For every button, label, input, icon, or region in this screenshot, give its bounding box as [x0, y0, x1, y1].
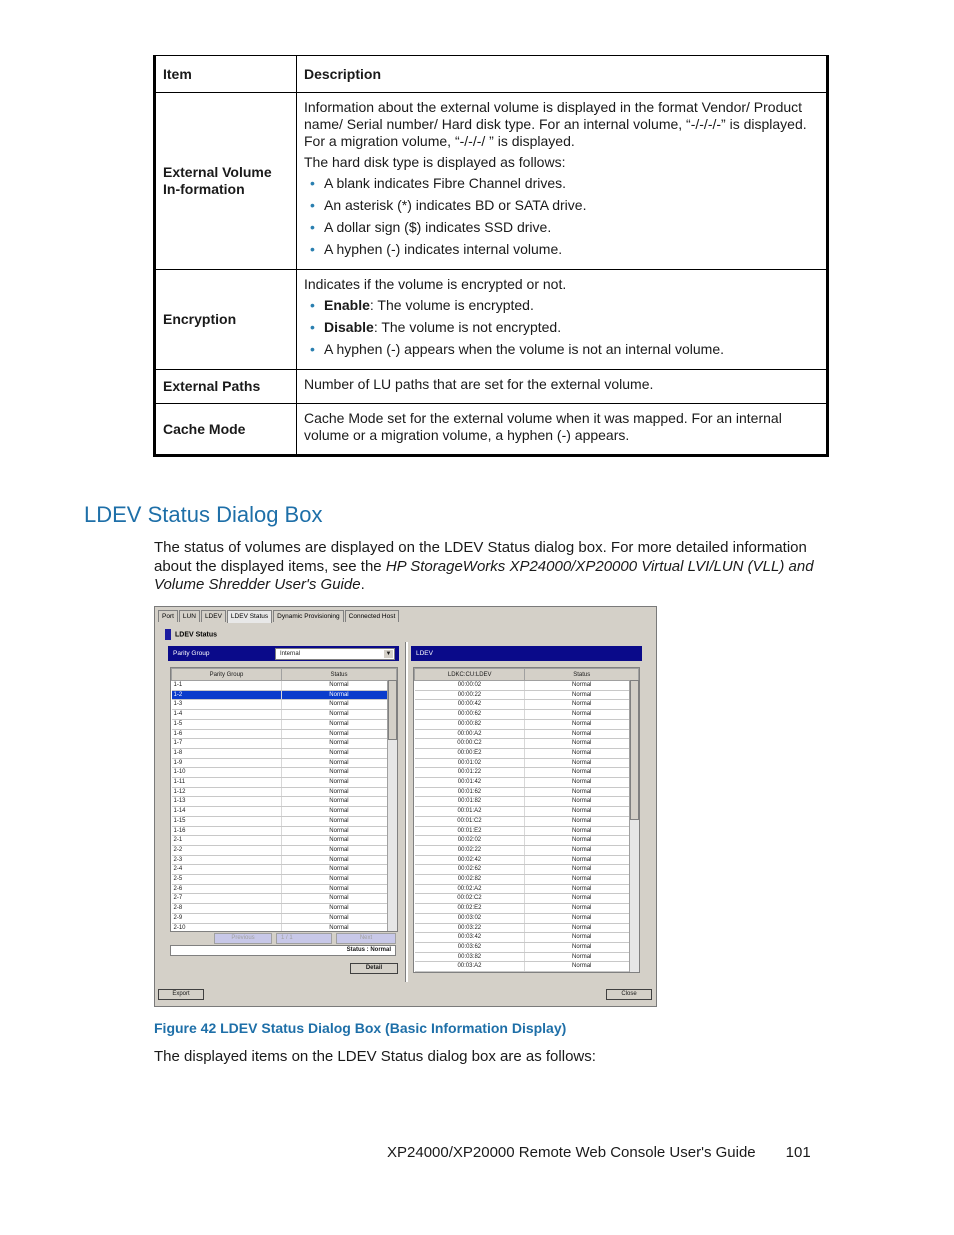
panel-marker	[165, 629, 171, 640]
ldev-scrollbar[interactable]	[629, 680, 639, 972]
bullet-list	[304, 175, 819, 258]
id-cell: 00:03:62	[415, 942, 525, 952]
table-body	[155, 93, 828, 456]
description-paragraph: Information about the external volume is displayed in the format Vendor/ Product name/ Serial number/ Hard disk type. For an internal volume, “-/-/-/-” is displayed. For a migration volume, “-/-/-/ ” is displayed.	[304, 99, 807, 149]
item-cell: Encryption	[155, 270, 297, 370]
footer-title: XP24000/XP20000 Remote Web Console User's Guide	[387, 1144, 756, 1161]
status-cell: Normal	[525, 894, 639, 904]
ldev-row[interactable]	[415, 719, 639, 729]
id-cell: 1-12	[172, 787, 282, 797]
parity-group-row[interactable]	[172, 845, 397, 855]
id-cell: 00:00:C2	[415, 739, 525, 749]
list-item	[324, 297, 819, 314]
status-cell: Normal	[281, 719, 396, 729]
status-cell: Normal	[281, 729, 396, 739]
status-cell: Normal	[525, 904, 639, 914]
list-item	[324, 197, 819, 214]
status-cell: Normal	[525, 729, 639, 739]
column-header-status[interactable]: Status	[281, 669, 396, 681]
page-select[interactable]: 1 / 1	[276, 933, 332, 944]
ldev-row[interactable]	[415, 962, 639, 972]
id-cell: 00:02:82	[415, 875, 525, 885]
id-cell: 00:00:82	[415, 719, 525, 729]
status-cell: Normal	[281, 797, 396, 807]
parity-group-row[interactable]	[172, 904, 397, 914]
id-cell: 1-2	[172, 690, 282, 700]
ldev-row[interactable]	[415, 952, 639, 962]
definition-table	[153, 55, 829, 457]
intro-text: The status of volumes are displayed on the LDEV Status dialog box. For more detailed information about the displayed items, see the	[154, 539, 807, 575]
bullet-text: : The volume is encrypted.	[369, 297, 534, 313]
parity-group-rows	[172, 681, 397, 933]
page-footer	[387, 1144, 811, 1161]
ldev-row[interactable]	[415, 855, 639, 865]
id-cell: 1-16	[172, 826, 282, 836]
id-cell: 00:01:22	[415, 768, 525, 778]
status-cell: Normal	[281, 748, 396, 758]
id-cell: 00:00:02	[415, 681, 525, 691]
pane-divider	[405, 642, 408, 982]
ldev-row[interactable]	[415, 942, 639, 952]
bullet-list	[304, 297, 819, 358]
status-cell: Normal	[525, 758, 639, 768]
parity-group-row[interactable]	[172, 913, 397, 923]
parity-group-bar: Parity Group	[168, 646, 399, 661]
ldev-row[interactable]	[415, 768, 639, 778]
status-cell: Normal	[525, 748, 639, 758]
list-item	[324, 341, 819, 358]
id-cell: 00:01:62	[415, 787, 525, 797]
status-cell: Normal	[281, 778, 396, 788]
intro-end: .	[360, 576, 365, 593]
id-cell: 00:02:02	[415, 836, 525, 846]
id-cell: 00:02:C2	[415, 894, 525, 904]
description-cell	[297, 404, 828, 456]
status-cell: Normal	[525, 768, 639, 778]
ldev-row[interactable]	[415, 913, 639, 923]
table-header-row	[155, 56, 828, 93]
description-paragraph: Indicates if the volume is encrypted or not.	[304, 276, 567, 292]
id-cell: 00:03:42	[415, 933, 525, 943]
parity-group-scrollbar[interactable]	[387, 680, 397, 931]
status-cell: Normal	[525, 884, 639, 894]
ldev-row[interactable]	[415, 933, 639, 943]
ldev-row[interactable]	[415, 787, 639, 797]
status-cell: Normal	[525, 807, 639, 817]
ldev-row[interactable]	[415, 816, 639, 826]
description-paragraph: The hard disk type is displayed as follows:	[304, 154, 566, 170]
parity-group-row[interactable]	[172, 865, 397, 875]
status-cell: Normal	[281, 681, 396, 691]
ldev-row[interactable]	[415, 739, 639, 749]
status-cell: Normal	[525, 845, 639, 855]
tab-bar	[158, 610, 400, 622]
parity-group-row[interactable]	[172, 855, 397, 865]
parity-group-row[interactable]	[172, 807, 397, 817]
id-cell: 00:02:62	[415, 865, 525, 875]
previous-button[interactable]: Previous	[214, 933, 272, 944]
status-cell: Normal	[525, 787, 639, 797]
status-cell: Normal	[525, 855, 639, 865]
tab-ldev[interactable]: LDEV	[201, 610, 226, 622]
chevron-down-icon[interactable]: ▼	[385, 651, 392, 657]
status-cell: Normal	[281, 787, 396, 797]
ldev-row[interactable]	[415, 690, 639, 700]
ldev-row[interactable]	[415, 710, 639, 720]
status-cell: Normal	[281, 875, 396, 885]
detail-button[interactable]: Detail	[350, 963, 398, 974]
column-header-ldkc-cu-ldev[interactable]: LDKC:CU:LDEV	[415, 669, 525, 681]
id-cell: 2-8	[172, 904, 282, 914]
status-cell: Normal	[525, 700, 639, 710]
parity-group-row[interactable]	[172, 710, 397, 720]
ldev-row[interactable]	[415, 894, 639, 904]
status-cell: Normal	[525, 826, 639, 836]
status-cell: Normal	[281, 855, 396, 865]
id-cell: 00:00:A2	[415, 729, 525, 739]
list-item	[324, 219, 819, 236]
id-cell: 1-6	[172, 729, 282, 739]
ldev-row[interactable]	[415, 923, 639, 933]
tab-dynamic-provisioning[interactable]: Dynamic Provisioning	[273, 610, 344, 622]
id-cell: 2-1	[172, 836, 282, 846]
description-cell	[297, 93, 828, 270]
column-header-item: Item	[155, 56, 297, 93]
parity-group-select[interactable]	[275, 648, 395, 660]
status-cell: Normal	[281, 826, 396, 836]
description-cell	[297, 270, 828, 370]
tab-connected-host[interactable]: Connected Host	[345, 610, 400, 622]
id-cell: 1-14	[172, 807, 282, 817]
status-cell: Normal	[525, 913, 639, 923]
ldev-row[interactable]	[415, 729, 639, 739]
id-cell: 00:01:E2	[415, 826, 525, 836]
ldev-row[interactable]	[415, 875, 639, 885]
guide-reference: HP StorageWorks XP24000/XP20000 Virtual LVI/LUN (VLL) and Volume Shredder User's Guide	[154, 557, 814, 593]
scrollbar-thumb[interactable]	[630, 680, 639, 820]
id-cell: 2-9	[172, 913, 282, 923]
parity-group-row[interactable]	[172, 894, 397, 904]
id-cell: 1-7	[172, 739, 282, 749]
parity-group-row[interactable]	[172, 681, 397, 691]
scrollbar-thumb[interactable]	[388, 680, 397, 740]
ldev-row[interactable]	[415, 904, 639, 914]
status-cell: Normal	[281, 768, 396, 778]
parity-group-row[interactable]	[172, 826, 397, 836]
id-cell: 2-6	[172, 884, 282, 894]
status-cell: Normal	[525, 875, 639, 885]
ldev-row[interactable]	[415, 865, 639, 875]
figure-caption: Figure 42 LDEV Status Dialog Box (Basic Information Display)	[154, 1020, 567, 1036]
id-cell: 1-8	[172, 748, 282, 758]
status-cell: Normal	[525, 681, 639, 691]
bullet-text: A dollar sign ($) indicates SSD drive.	[324, 219, 552, 235]
id-cell: 00:01:A2	[415, 807, 525, 817]
ldev-bar: LDEV	[411, 646, 642, 661]
id-cell: 2-5	[172, 875, 282, 885]
parity-group-row[interactable]	[172, 700, 397, 710]
following-text: The displayed items on the LDEV Status dialog box are as follows:	[154, 1048, 596, 1065]
table-row	[155, 270, 828, 370]
parity-group-row[interactable]	[172, 739, 397, 749]
ldev-row[interactable]	[415, 778, 639, 788]
id-cell: 00:02:42	[415, 855, 525, 865]
id-cell: 00:01:42	[415, 778, 525, 788]
id-cell: 00:02:A2	[415, 884, 525, 894]
ldev-row[interactable]	[415, 748, 639, 758]
id-cell: 1-3	[172, 700, 282, 710]
panel-title	[165, 629, 217, 641]
intro-paragraph	[154, 539, 829, 595]
status-cell: Normal	[525, 952, 639, 962]
id-cell: 2-10	[172, 923, 282, 932]
status-cell: Normal	[525, 778, 639, 788]
column-header-parity-group[interactable]: Parity Group	[172, 669, 282, 681]
status-cell: Normal	[281, 690, 396, 700]
ldev-list[interactable]	[413, 667, 640, 973]
parity-group-row[interactable]	[172, 748, 397, 758]
status-cell: Normal	[525, 690, 639, 700]
status-cell: Normal	[525, 836, 639, 846]
tab-lun[interactable]: LUN	[179, 610, 200, 622]
id-cell: 00:03:A2	[415, 962, 525, 972]
id-cell: 2-7	[172, 894, 282, 904]
tab-port[interactable]: Port	[158, 610, 178, 622]
id-cell: 00:01:82	[415, 797, 525, 807]
bullet-text: : The volume is not encrypted.	[373, 319, 562, 335]
ldev-row[interactable]	[415, 681, 639, 691]
ldev-rows	[415, 681, 639, 972]
parity-group-row[interactable]	[172, 768, 397, 778]
status-cell: Normal	[281, 845, 396, 855]
id-cell: 1-9	[172, 758, 282, 768]
panel-title-text: LDEV Status	[175, 631, 218, 639]
id-cell: 00:01:C2	[415, 816, 525, 826]
status-cell: Normal	[525, 865, 639, 875]
list-item	[324, 241, 819, 258]
id-cell: 1-4	[172, 710, 282, 720]
status-cell: Normal	[281, 884, 396, 894]
parity-group-row[interactable]	[172, 923, 397, 932]
status-cell: Normal	[281, 865, 396, 875]
next-button[interactable]: Next	[336, 933, 396, 944]
parity-group-row[interactable]	[172, 836, 397, 846]
status-cell: Normal	[281, 836, 396, 846]
status-cell: Normal	[525, 797, 639, 807]
status-cell: Normal	[525, 719, 639, 729]
id-cell: 2-4	[172, 865, 282, 875]
list-item	[324, 319, 819, 336]
parity-group-row[interactable]	[172, 690, 397, 700]
parity-group-row[interactable]	[172, 778, 397, 788]
id-cell: 00:00:62	[415, 710, 525, 720]
description-paragraph: Number of LU paths that are set for the external volume.	[304, 376, 654, 392]
bullet-term: Disable	[324, 319, 374, 335]
id-cell: 1-13	[172, 797, 282, 807]
parity-group-list[interactable]	[170, 667, 398, 932]
id-cell: 00:02:E2	[415, 904, 525, 914]
bullet-text: A hyphen (-) appears when the volume is not an internal volume.	[324, 341, 725, 357]
parity-group-select-value: Internal	[280, 651, 301, 657]
id-cell: 1-10	[172, 768, 282, 778]
status-cell: Normal	[281, 894, 396, 904]
id-cell: 00:03:82	[415, 952, 525, 962]
item-cell: External Volume In-formation	[155, 93, 297, 270]
description-cell	[297, 370, 828, 404]
id-cell: 00:00:22	[415, 690, 525, 700]
column-header-ldev-status[interactable]: Status	[525, 669, 639, 681]
ldev-row[interactable]	[415, 884, 639, 894]
bullet-text: A hyphen (-) indicates internal volume.	[324, 241, 563, 257]
ldev-row[interactable]	[415, 845, 639, 855]
status-cell: Normal	[281, 913, 396, 923]
table-row	[155, 370, 828, 404]
table-row	[155, 93, 828, 270]
id-cell: 00:01:02	[415, 758, 525, 768]
status-cell: Normal	[281, 807, 396, 817]
list-item	[324, 175, 819, 192]
status-cell: Normal	[525, 923, 639, 933]
status-cell: Normal	[281, 739, 396, 749]
description-paragraph: Cache Mode set for the external volume when it was mapped. For an internal volume or a migration volume, a hyphen (-) appears.	[304, 410, 782, 443]
status-cell: Normal	[281, 710, 396, 720]
parity-group-row[interactable]	[172, 758, 397, 768]
bullet-text: An asterisk (*) indicates BD or SATA drive.	[324, 197, 587, 213]
id-cell: 1-11	[172, 778, 282, 788]
id-cell: 1-1	[172, 681, 282, 691]
status-cell: Normal	[281, 700, 396, 710]
parity-group-row[interactable]	[172, 816, 397, 826]
item-cell: External Paths	[155, 370, 297, 404]
ldev-row[interactable]	[415, 758, 639, 768]
status-cell: Normal	[525, 962, 639, 972]
close-button[interactable]: Close	[606, 989, 652, 1000]
parity-group-row[interactable]	[172, 719, 397, 729]
status-cell: Normal	[281, 923, 396, 932]
column-header-description: Description	[297, 56, 828, 93]
status-cell: Normal	[525, 816, 639, 826]
parity-group-row[interactable]	[172, 875, 397, 885]
parity-group-row[interactable]	[172, 729, 397, 739]
table-row	[155, 404, 828, 456]
ldev-row[interactable]	[415, 700, 639, 710]
status-cell: Normal	[525, 942, 639, 952]
ldev-row[interactable]	[415, 826, 639, 836]
page-number: 101	[785, 1144, 811, 1161]
ldev-row[interactable]	[415, 807, 639, 817]
section-title: LDEV Status Dialog Box	[84, 502, 323, 527]
bullet-term: Enable	[324, 297, 370, 313]
id-cell: 1-15	[172, 816, 282, 826]
id-cell: 00:00:E2	[415, 748, 525, 758]
item-cell: Cache Mode	[155, 404, 297, 456]
id-cell: 1-5	[172, 719, 282, 729]
parity-group-row[interactable]	[172, 787, 397, 797]
id-cell: 00:02:22	[415, 845, 525, 855]
status-cell: Normal	[281, 758, 396, 768]
id-cell: 2-3	[172, 855, 282, 865]
export-button[interactable]: Export	[158, 989, 204, 1000]
id-cell: 2-2	[172, 845, 282, 855]
id-cell: 00:03:02	[415, 913, 525, 923]
status-cell: Normal	[525, 710, 639, 720]
status-summary: Status : Normal	[170, 945, 396, 956]
id-cell: 00:00:42	[415, 700, 525, 710]
status-cell: Normal	[281, 904, 396, 914]
ldev-row[interactable]	[415, 797, 639, 807]
ldev-row[interactable]	[415, 836, 639, 846]
parity-group-row[interactable]	[172, 797, 397, 807]
bullet-text: A blank indicates Fibre Channel drives.	[324, 175, 567, 191]
status-cell: Normal	[525, 739, 639, 749]
status-cell: Normal	[525, 933, 639, 943]
parity-group-row[interactable]	[172, 884, 397, 894]
id-cell: 00:03:22	[415, 923, 525, 933]
tab-ldev-status[interactable]: LDEV Status	[227, 610, 272, 623]
status-cell: Normal	[281, 816, 396, 826]
